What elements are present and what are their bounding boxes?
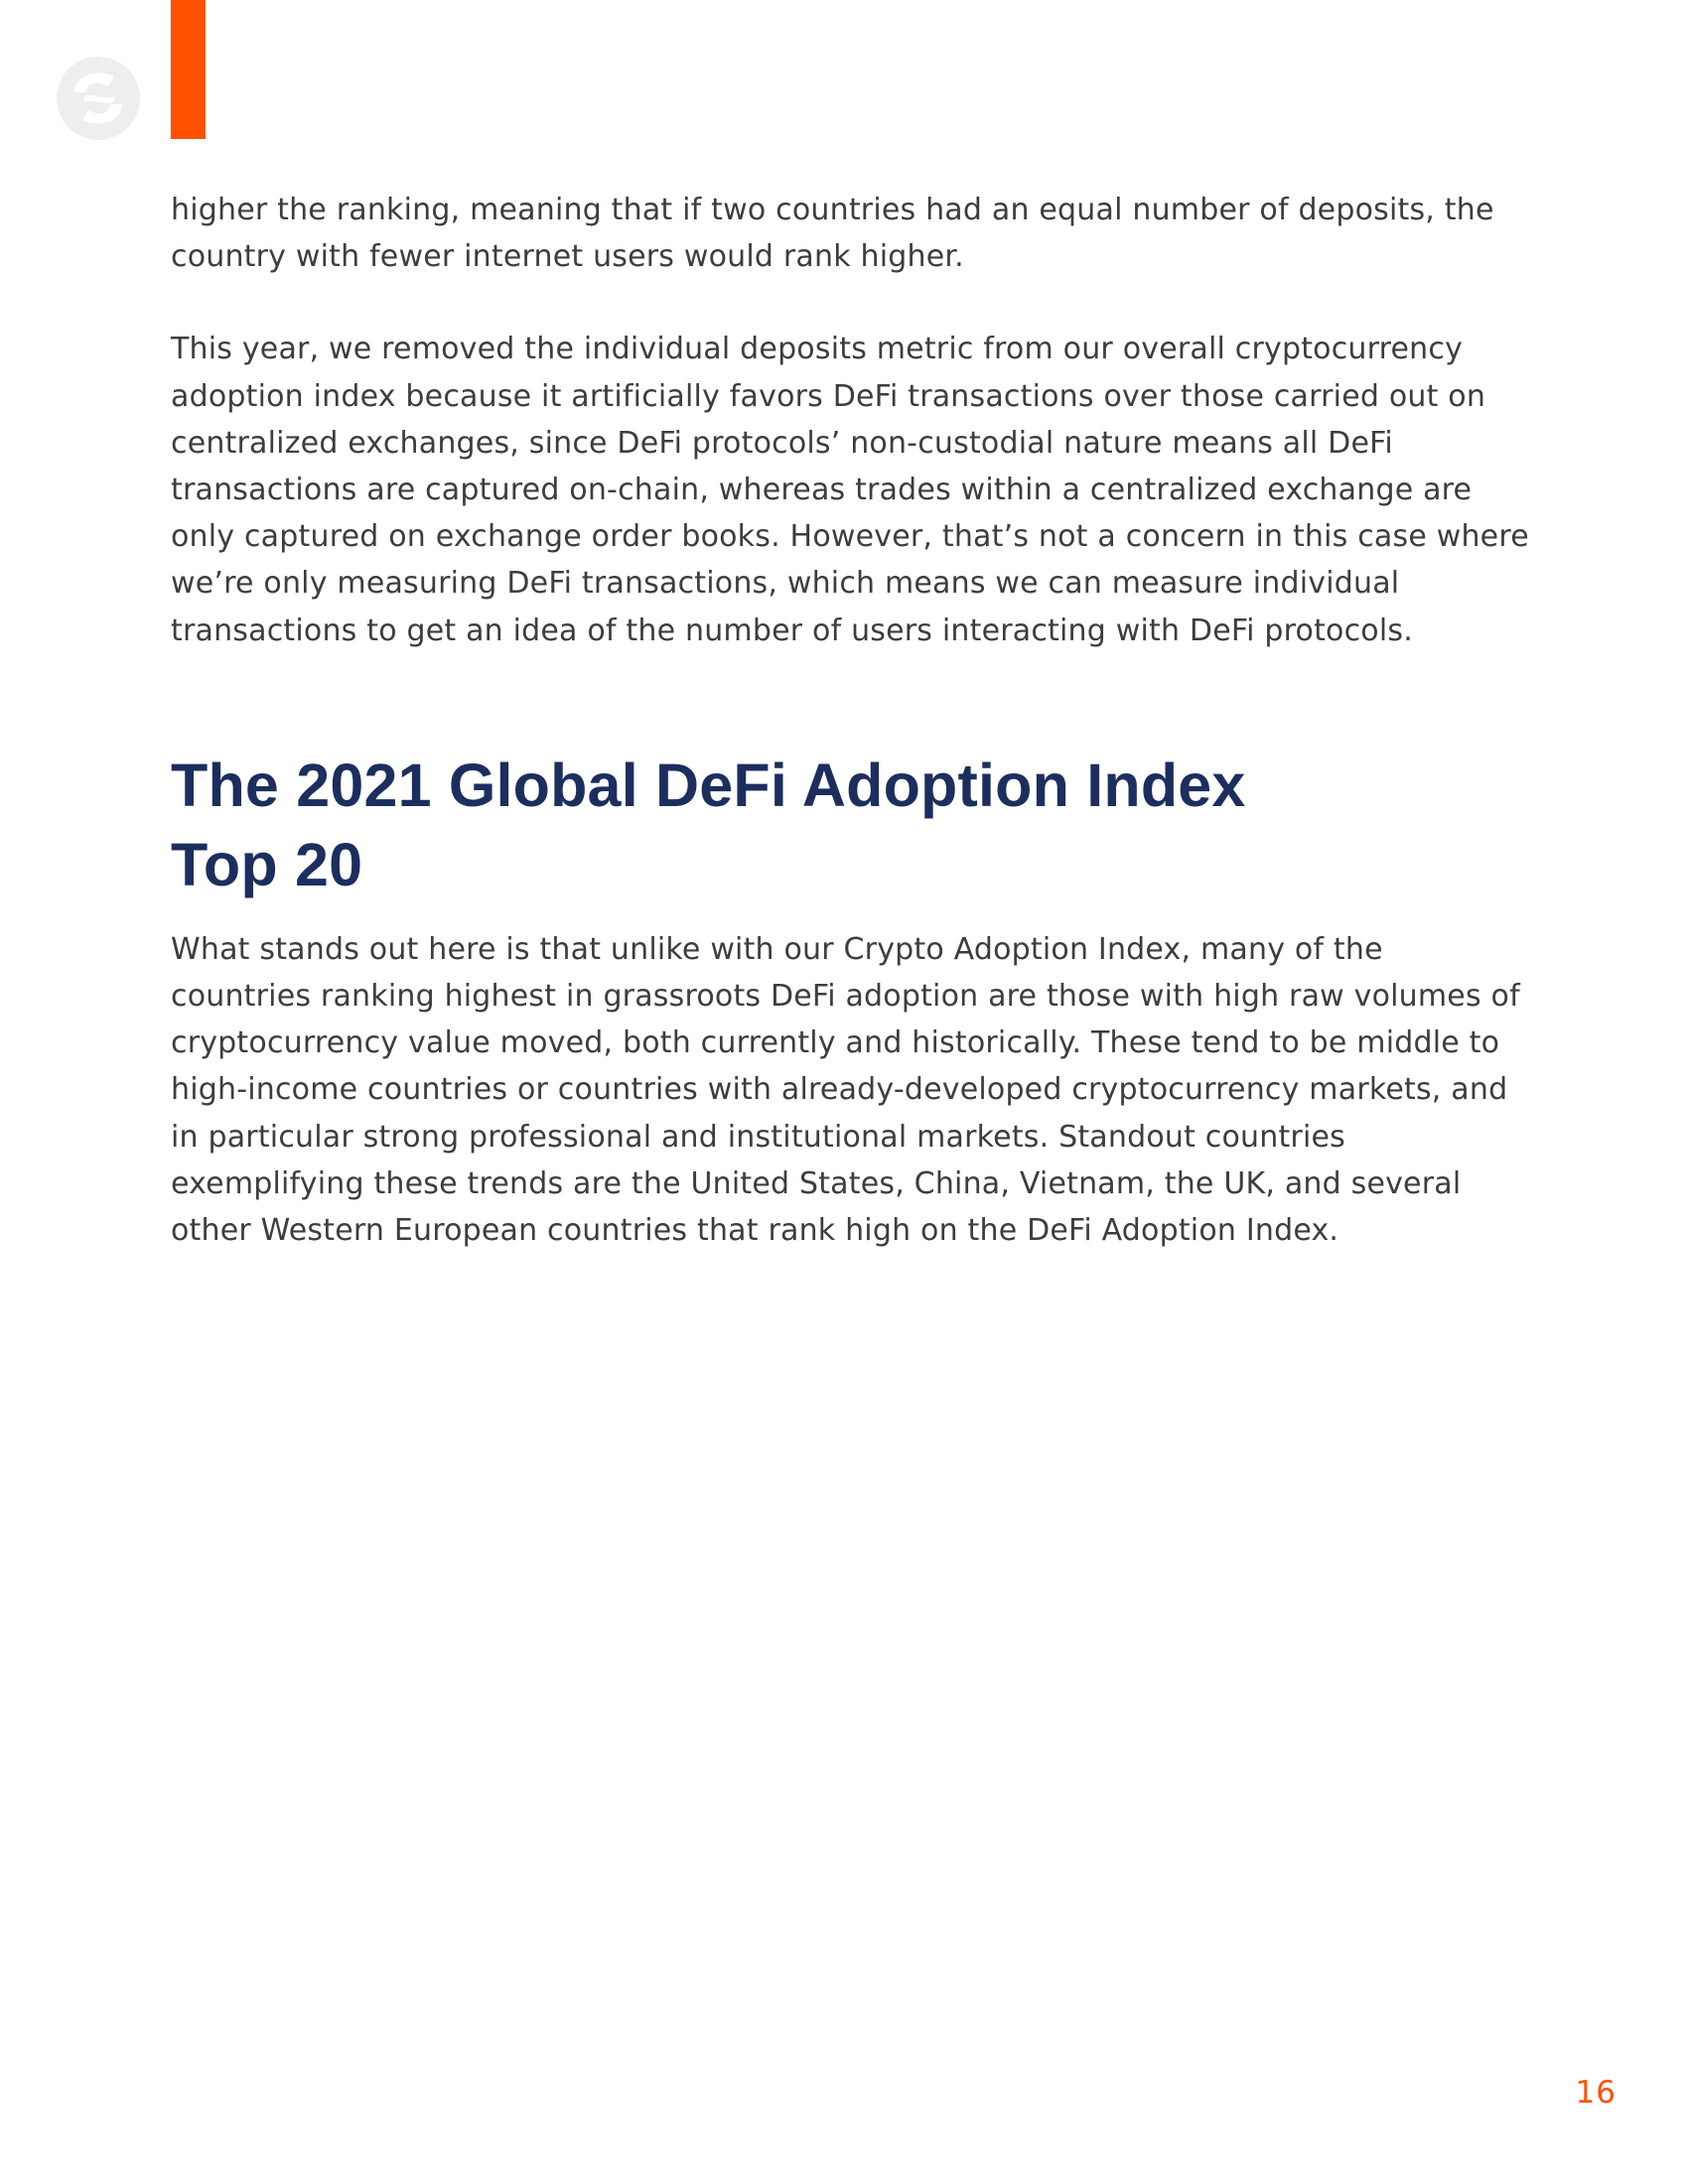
- section-heading-line: The 2021 Global DeFi Adoption Index: [171, 751, 1246, 819]
- page-content: [171, 187, 1531, 1254]
- body-paragraph: This year, we removed the individual deposits metric from our overall cryptocurrency adoption index because it artificially favors DeFi transactions over those carried out on centralized exchanges, since DeFi protocols’ non-custodial nature means all DeFi transactions are captured on-chain, whereas trades within a centralized exchange are only captured on exchange order books. However, that’s not a concern in this case where we’re only measuring DeFi transactions, which means we can measure individual transactions to get an idea of the number of users interacting with DeFi protocols.: [171, 332, 1529, 648]
- header-accent-bar: [171, 0, 206, 139]
- section-heading-line: Top 20: [171, 830, 363, 898]
- section-heading: [171, 746, 1531, 904]
- body-paragraph: higher the ranking, meaning that if two countries had an equal number of deposits, the country with fewer internet users would rank higher.: [171, 193, 1494, 275]
- chainalysis-logo-icon: [55, 55, 142, 142]
- body-paragraph: What stands out here is that unlike with our Crypto Adoption Index, many of the countries ranking highest in grassroots DeFi adoption are those with high raw volumes of cryptocurrency value moved, both currently and historically. These tend to be middle to high-income countries or countries with already-developed cryptocurrency markets, and in particular strong professional and institutional markets. Standout countries exemplifying these trends are the United States, China, Vietnam, the UK, and several other Western European countries that rank high on the DeFi Adoption Index.: [171, 931, 1520, 1249]
- page-number: 16: [1575, 2075, 1617, 2111]
